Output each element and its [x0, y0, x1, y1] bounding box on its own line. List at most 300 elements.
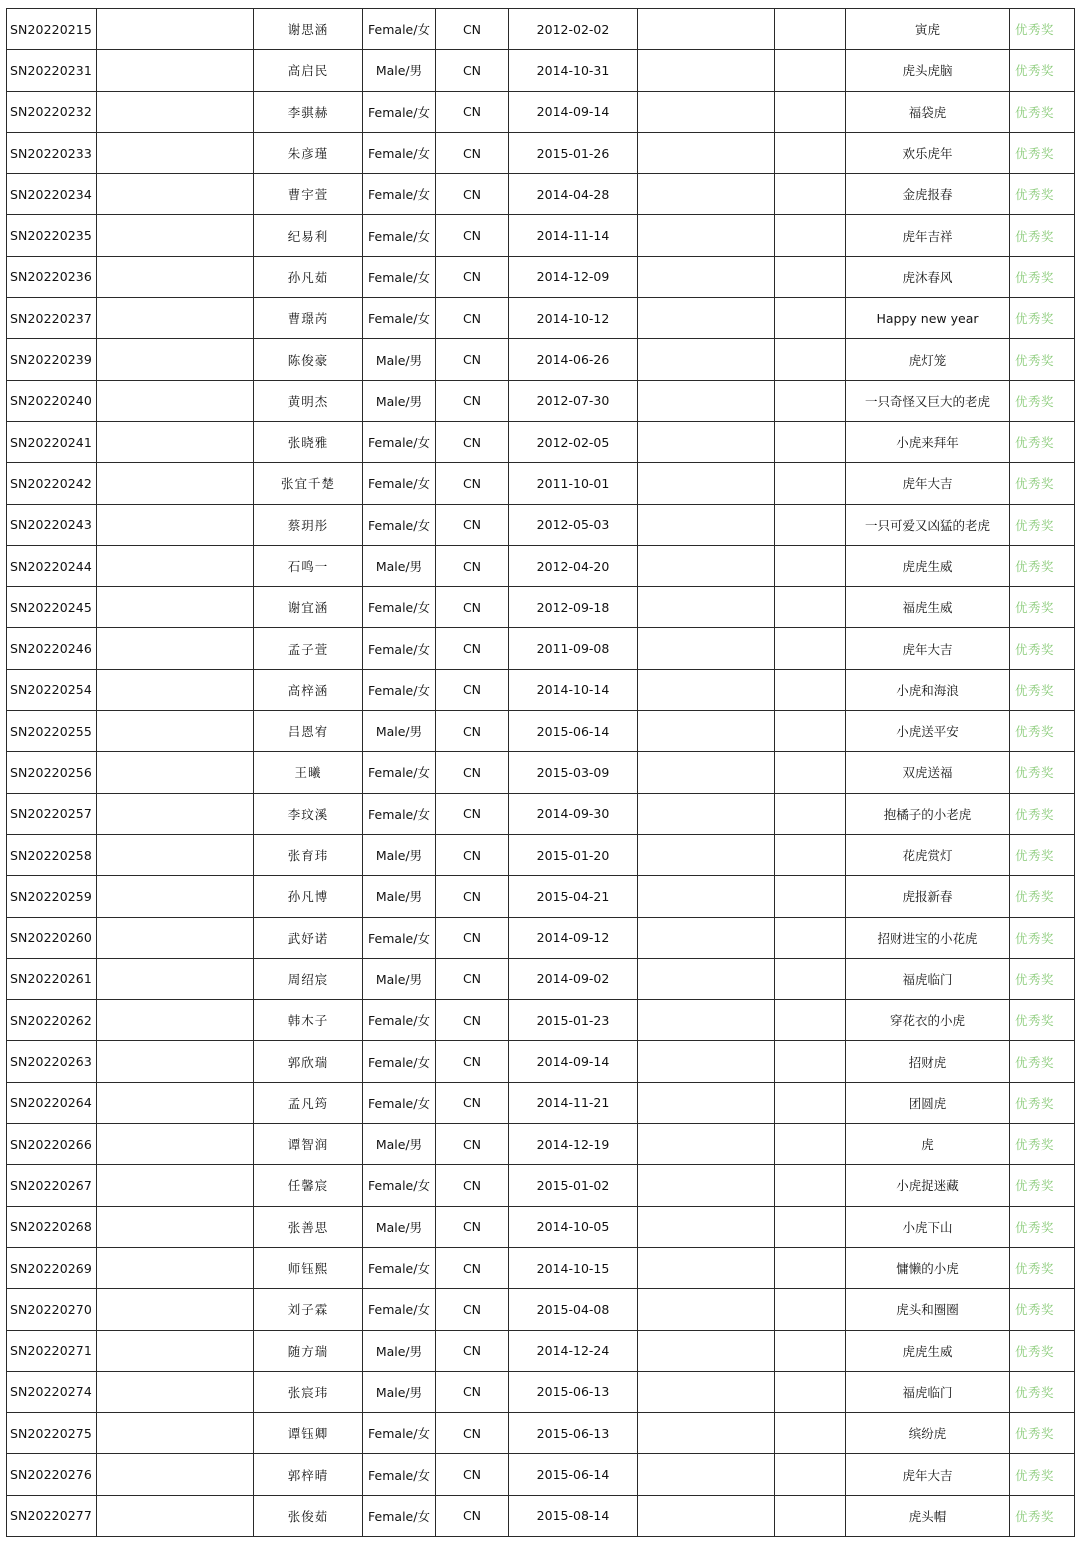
- blank-cell: [638, 132, 775, 173]
- country-cell: CN: [436, 421, 509, 462]
- award-label: 优秀奖: [1015, 1302, 1055, 1318]
- award-cell: [1010, 504, 1075, 545]
- name-cell: 孙凡茹: [254, 256, 363, 297]
- table-row: [7, 1454, 1075, 1495]
- artwork-title-cell: 一只奇怪又巨大的老虎: [846, 380, 1010, 421]
- blank-cell: [638, 669, 775, 710]
- blank-cell: [97, 215, 254, 256]
- blank-cell: [638, 463, 775, 504]
- serial-cell: SN20220255: [7, 711, 97, 752]
- blank-cell: [775, 215, 846, 256]
- blank-cell: [638, 215, 775, 256]
- birthdate-cell: 2014-10-15: [509, 1247, 638, 1288]
- country-cell: CN: [436, 1247, 509, 1288]
- country-cell: CN: [436, 1165, 509, 1206]
- gender-cell: Female/女: [363, 587, 436, 628]
- award-label: 优秀奖: [1015, 682, 1055, 698]
- gender-cell: Female/女: [363, 1000, 436, 1041]
- name-cell: 朱彦瑾: [254, 132, 363, 173]
- blank-cell: [638, 917, 775, 958]
- birthdate-cell: 2015-01-02: [509, 1165, 638, 1206]
- award-cell: [1010, 463, 1075, 504]
- serial-cell: SN20220242: [7, 463, 97, 504]
- birthdate-cell: 2014-12-19: [509, 1124, 638, 1165]
- award-label: 优秀奖: [1015, 765, 1055, 781]
- award-cell: [1010, 1413, 1075, 1454]
- blank-cell: [775, 1124, 846, 1165]
- gender-cell: Male/男: [363, 339, 436, 380]
- table-row: [7, 504, 1075, 545]
- serial-cell: SN20220245: [7, 587, 97, 628]
- artwork-title-cell: 福虎临门: [846, 1371, 1010, 1412]
- blank-cell: [775, 380, 846, 421]
- name-cell: 任馨宸: [254, 1165, 363, 1206]
- country-cell: CN: [436, 91, 509, 132]
- name-cell: 张晓雅: [254, 421, 363, 462]
- country-cell: CN: [436, 793, 509, 834]
- country-cell: CN: [436, 1000, 509, 1041]
- serial-cell: SN20220237: [7, 298, 97, 339]
- table-row: [7, 1082, 1075, 1123]
- blank-cell: [775, 876, 846, 917]
- table-row: [7, 1206, 1075, 1247]
- gender-cell: Female/女: [363, 256, 436, 297]
- gender-cell: Female/女: [363, 1413, 436, 1454]
- table-row: [7, 215, 1075, 256]
- gender-cell: Female/女: [363, 628, 436, 669]
- blank-cell: [97, 1371, 254, 1412]
- award-label: 优秀奖: [1015, 352, 1055, 368]
- blank-cell: [97, 380, 254, 421]
- award-cell: [1010, 1454, 1075, 1495]
- blank-cell: [775, 1454, 846, 1495]
- artwork-title-cell: 虎年大吉: [846, 1454, 1010, 1495]
- table-row: [7, 917, 1075, 958]
- serial-cell: SN20220271: [7, 1330, 97, 1371]
- gender-cell: Female/女: [363, 1041, 436, 1082]
- award-label: 优秀奖: [1015, 641, 1055, 657]
- award-label: 优秀奖: [1015, 889, 1055, 905]
- birthdate-cell: 2015-01-26: [509, 132, 638, 173]
- table-row: [7, 587, 1075, 628]
- gender-cell: Female/女: [363, 421, 436, 462]
- serial-cell: SN20220268: [7, 1206, 97, 1247]
- name-cell: 曹宇萱: [254, 174, 363, 215]
- country-cell: CN: [436, 958, 509, 999]
- blank-cell: [97, 958, 254, 999]
- blank-cell: [97, 752, 254, 793]
- artwork-title-cell: 虎年大吉: [846, 628, 1010, 669]
- birthdate-cell: 2015-06-13: [509, 1413, 638, 1454]
- award-cell: [1010, 1000, 1075, 1041]
- gender-cell: Female/女: [363, 1165, 436, 1206]
- table-row: [7, 1289, 1075, 1330]
- country-cell: CN: [436, 1371, 509, 1412]
- birthdate-cell: 2014-11-21: [509, 1082, 638, 1123]
- blank-cell: [638, 628, 775, 669]
- country-cell: CN: [436, 215, 509, 256]
- country-cell: CN: [436, 545, 509, 586]
- blank-cell: [638, 1454, 775, 1495]
- gender-cell: Female/女: [363, 91, 436, 132]
- award-label: 优秀奖: [1015, 600, 1055, 616]
- award-label: 优秀奖: [1015, 559, 1055, 574]
- blank-cell: [638, 1041, 775, 1082]
- blank-cell: [97, 421, 254, 462]
- serial-cell: SN20220264: [7, 1082, 97, 1123]
- blank-cell: [775, 834, 846, 875]
- award-label: 优秀奖: [1015, 1013, 1055, 1029]
- artwork-title-cell: 虎头虎脑: [846, 50, 1010, 91]
- serial-cell: SN20220234: [7, 174, 97, 215]
- blank-cell: [97, 1247, 254, 1288]
- serial-cell: SN20220244: [7, 545, 97, 586]
- serial-cell: SN20220260: [7, 917, 97, 958]
- name-cell: 张宜千楚: [254, 463, 363, 504]
- artwork-title-cell: 缤纷虎: [846, 1413, 1010, 1454]
- serial-cell: SN20220254: [7, 669, 97, 710]
- table-row: [7, 1041, 1075, 1082]
- serial-cell: SN20220274: [7, 1371, 97, 1412]
- blank-cell: [97, 876, 254, 917]
- country-cell: CN: [436, 256, 509, 297]
- gender-cell: Male/男: [363, 545, 436, 586]
- blank-cell: [775, 669, 846, 710]
- country-cell: CN: [436, 1330, 509, 1371]
- table-row: [7, 421, 1075, 462]
- birthdate-cell: 2014-11-14: [509, 215, 638, 256]
- award-cell: [1010, 587, 1075, 628]
- name-cell: 曹璟芮: [254, 298, 363, 339]
- blank-cell: [638, 1206, 775, 1247]
- blank-cell: [775, 504, 846, 545]
- birthdate-cell: 2015-08-14: [509, 1495, 638, 1536]
- name-cell: 张宸玮: [254, 1371, 363, 1412]
- gender-cell: Male/男: [363, 380, 436, 421]
- table-row: [7, 1495, 1075, 1536]
- name-cell: 张俊茹: [254, 1495, 363, 1536]
- blank-cell: [775, 1495, 846, 1536]
- birthdate-cell: 2014-04-28: [509, 174, 638, 215]
- artwork-title-cell: 虎灯笼: [846, 339, 1010, 380]
- blank-cell: [97, 1000, 254, 1041]
- country-cell: CN: [436, 50, 509, 91]
- award-label: 优秀奖: [1015, 146, 1055, 162]
- table-row: [7, 1371, 1075, 1412]
- name-cell: 刘子霖: [254, 1289, 363, 1330]
- table-row: [7, 1413, 1075, 1454]
- award-label: 优秀奖: [1015, 1467, 1055, 1483]
- gender-cell: Male/男: [363, 1330, 436, 1371]
- blank-cell: [638, 1289, 775, 1330]
- birthdate-cell: 2015-06-14: [509, 711, 638, 752]
- blank-cell: [97, 628, 254, 669]
- country-cell: CN: [436, 380, 509, 421]
- gender-cell: Female/女: [363, 752, 436, 793]
- blank-cell: [97, 1330, 254, 1371]
- award-label: 优秀奖: [1015, 476, 1055, 492]
- artwork-title-cell: 虎: [846, 1124, 1010, 1165]
- country-cell: CN: [436, 669, 509, 710]
- country-cell: CN: [436, 834, 509, 875]
- award-label: 优秀奖: [1015, 1178, 1055, 1194]
- blank-cell: [775, 1206, 846, 1247]
- blank-cell: [638, 545, 775, 586]
- serial-cell: SN20220239: [7, 339, 97, 380]
- blank-cell: [97, 1082, 254, 1123]
- serial-cell: SN20220276: [7, 1454, 97, 1495]
- serial-cell: SN20220243: [7, 504, 97, 545]
- award-cell: [1010, 1124, 1075, 1165]
- name-cell: 高启民: [254, 50, 363, 91]
- serial-cell: SN20220232: [7, 91, 97, 132]
- blank-cell: [638, 711, 775, 752]
- blank-cell: [775, 1289, 846, 1330]
- table-row: [7, 1124, 1075, 1165]
- serial-cell: SN20220231: [7, 50, 97, 91]
- serial-cell: SN20220235: [7, 215, 97, 256]
- blank-cell: [638, 1371, 775, 1412]
- name-cell: 随方瑞: [254, 1330, 363, 1371]
- blank-cell: [775, 298, 846, 339]
- award-cell: [1010, 958, 1075, 999]
- birthdate-cell: 2011-10-01: [509, 463, 638, 504]
- blank-cell: [775, 256, 846, 297]
- blank-cell: [97, 50, 254, 91]
- blank-cell: [638, 380, 775, 421]
- award-cell: [1010, 1289, 1075, 1330]
- award-label: 优秀奖: [1015, 1384, 1055, 1400]
- table-row: [7, 256, 1075, 297]
- award-cell: [1010, 545, 1075, 586]
- name-cell: 郭欣瑞: [254, 1041, 363, 1082]
- award-cell: [1010, 752, 1075, 793]
- award-label: 优秀奖: [1015, 104, 1055, 120]
- table-row: [7, 958, 1075, 999]
- blank-cell: [97, 669, 254, 710]
- table-row: [7, 1247, 1075, 1288]
- serial-cell: SN20220240: [7, 380, 97, 421]
- serial-cell: SN20220241: [7, 421, 97, 462]
- blank-cell: [775, 628, 846, 669]
- name-cell: 孟凡筠: [254, 1082, 363, 1123]
- blank-cell: [638, 876, 775, 917]
- birthdate-cell: 2015-04-21: [509, 876, 638, 917]
- award-cell: [1010, 711, 1075, 752]
- table-row: [7, 1000, 1075, 1041]
- serial-cell: SN20220258: [7, 834, 97, 875]
- blank-cell: [775, 9, 846, 50]
- blank-cell: [97, 256, 254, 297]
- blank-cell: [97, 504, 254, 545]
- table-row: [7, 132, 1075, 173]
- blank-cell: [775, 1413, 846, 1454]
- blank-cell: [638, 1330, 775, 1371]
- name-cell: 谢思涵: [254, 9, 363, 50]
- award-label: 优秀奖: [1015, 1054, 1055, 1070]
- birthdate-cell: 2015-06-14: [509, 1454, 638, 1495]
- award-cell: [1010, 380, 1075, 421]
- country-cell: CN: [436, 917, 509, 958]
- country-cell: CN: [436, 1495, 509, 1536]
- name-cell: 石鸣一: [254, 545, 363, 586]
- gender-cell: Female/女: [363, 1289, 436, 1330]
- award-label: 优秀奖: [1015, 63, 1055, 79]
- country-cell: CN: [436, 298, 509, 339]
- blank-cell: [775, 1082, 846, 1123]
- table-row: [7, 1165, 1075, 1206]
- blank-cell: [775, 1000, 846, 1041]
- award-label: 优秀奖: [1015, 848, 1055, 864]
- artwork-title-cell: 小虎送平安: [846, 711, 1010, 752]
- blank-cell: [97, 463, 254, 504]
- country-cell: CN: [436, 1454, 509, 1495]
- award-label: 优秀奖: [1015, 22, 1055, 38]
- award-label: 优秀奖: [1015, 930, 1055, 946]
- artwork-title-cell: 慵懒的小虎: [846, 1247, 1010, 1288]
- gender-cell: Female/女: [363, 504, 436, 545]
- name-cell: 李骐赫: [254, 91, 363, 132]
- name-cell: 韩木子: [254, 1000, 363, 1041]
- birthdate-cell: 2014-10-12: [509, 298, 638, 339]
- blank-cell: [97, 1041, 254, 1082]
- blank-cell: [638, 958, 775, 999]
- birthdate-cell: 2015-04-08: [509, 1289, 638, 1330]
- table-row: [7, 298, 1075, 339]
- birthdate-cell: 2012-09-18: [509, 587, 638, 628]
- award-cell: [1010, 339, 1075, 380]
- gender-cell: Female/女: [363, 669, 436, 710]
- name-cell: 郭梓晴: [254, 1454, 363, 1495]
- award-label: 优秀奖: [1015, 971, 1055, 987]
- blank-cell: [638, 256, 775, 297]
- serial-cell: SN20220263: [7, 1041, 97, 1082]
- country-cell: CN: [436, 752, 509, 793]
- artwork-title-cell: 双虎送福: [846, 752, 1010, 793]
- country-cell: CN: [436, 504, 509, 545]
- blank-cell: [638, 1413, 775, 1454]
- gender-cell: Female/女: [363, 793, 436, 834]
- serial-cell: SN20220233: [7, 132, 97, 173]
- table-row: [7, 628, 1075, 669]
- serial-cell: SN20220259: [7, 876, 97, 917]
- blank-cell: [638, 339, 775, 380]
- name-cell: 孟子萱: [254, 628, 363, 669]
- gender-cell: Male/男: [363, 1206, 436, 1247]
- artwork-title-cell: 小虎来拜年: [846, 421, 1010, 462]
- name-cell: 师钰熙: [254, 1247, 363, 1288]
- table-row: [7, 1330, 1075, 1371]
- artwork-title-cell: 招财虎: [846, 1041, 1010, 1082]
- birthdate-cell: 2012-02-05: [509, 421, 638, 462]
- gender-cell: Male/男: [363, 834, 436, 875]
- artwork-title-cell: 虎报新春: [846, 876, 1010, 917]
- serial-cell: SN20220269: [7, 1247, 97, 1288]
- gender-cell: Female/女: [363, 463, 436, 504]
- birthdate-cell: 2014-06-26: [509, 339, 638, 380]
- award-cell: [1010, 917, 1075, 958]
- country-cell: CN: [436, 1124, 509, 1165]
- blank-cell: [97, 545, 254, 586]
- award-label: 优秀奖: [1015, 1137, 1055, 1153]
- artwork-title-cell: 花虎赏灯: [846, 834, 1010, 875]
- country-cell: CN: [436, 132, 509, 173]
- birthdate-cell: 2012-05-03: [509, 504, 638, 545]
- blank-cell: [97, 9, 254, 50]
- table-row: [7, 9, 1075, 50]
- award-cell: [1010, 9, 1075, 50]
- award-cell: [1010, 1247, 1075, 1288]
- award-label: 优秀奖: [1015, 724, 1055, 740]
- country-cell: CN: [436, 1041, 509, 1082]
- award-label: 优秀奖: [1015, 311, 1055, 327]
- award-label: 优秀奖: [1015, 1343, 1055, 1359]
- country-cell: CN: [436, 628, 509, 669]
- table-row: [7, 834, 1075, 875]
- artwork-title-cell: 金虎报春: [846, 174, 1010, 215]
- name-cell: 谭智润: [254, 1124, 363, 1165]
- name-cell: 李玟溪: [254, 793, 363, 834]
- country-cell: CN: [436, 339, 509, 380]
- serial-cell: SN20220267: [7, 1165, 97, 1206]
- gender-cell: Female/女: [363, 9, 436, 50]
- gender-cell: Female/女: [363, 132, 436, 173]
- country-cell: CN: [436, 174, 509, 215]
- blank-cell: [638, 793, 775, 834]
- artwork-title-cell: 虎虎生威: [846, 1330, 1010, 1371]
- blank-cell: [775, 793, 846, 834]
- birthdate-cell: 2012-02-02: [509, 9, 638, 50]
- name-cell: 陈俊豪: [254, 339, 363, 380]
- birthdate-cell: 2014-09-14: [509, 91, 638, 132]
- serial-cell: SN20220266: [7, 1124, 97, 1165]
- blank-cell: [775, 752, 846, 793]
- award-cell: [1010, 1041, 1075, 1082]
- artwork-title-cell: 穿花衣的小虎: [846, 1000, 1010, 1041]
- award-cell: [1010, 1495, 1075, 1536]
- award-label: 优秀奖: [1015, 1095, 1055, 1111]
- country-cell: CN: [436, 876, 509, 917]
- name-cell: 吕恩宥: [254, 711, 363, 752]
- blank-cell: [638, 504, 775, 545]
- country-cell: CN: [436, 1413, 509, 1454]
- blank-cell: [97, 1413, 254, 1454]
- blank-cell: [775, 1247, 846, 1288]
- blank-cell: [97, 834, 254, 875]
- serial-cell: SN20220262: [7, 1000, 97, 1041]
- blank-cell: [775, 132, 846, 173]
- name-cell: 王曦: [254, 752, 363, 793]
- blank-cell: [638, 174, 775, 215]
- serial-cell: SN20220246: [7, 628, 97, 669]
- award-label: 优秀奖: [1015, 517, 1055, 533]
- artwork-title-cell: 虎头帽: [846, 1495, 1010, 1536]
- birthdate-cell: 2014-09-02: [509, 958, 638, 999]
- gender-cell: Female/女: [363, 298, 436, 339]
- blank-cell: [97, 793, 254, 834]
- award-cell: [1010, 91, 1075, 132]
- artwork-title-cell: 福虎临门: [846, 958, 1010, 999]
- country-cell: CN: [436, 1082, 509, 1123]
- country-cell: CN: [436, 9, 509, 50]
- gender-cell: Male/男: [363, 50, 436, 91]
- country-cell: CN: [436, 463, 509, 504]
- blank-cell: [775, 1165, 846, 1206]
- table-row: [7, 711, 1075, 752]
- artwork-title-cell: 福袋虎: [846, 91, 1010, 132]
- gender-cell: Male/男: [363, 876, 436, 917]
- name-cell: 黄明杰: [254, 380, 363, 421]
